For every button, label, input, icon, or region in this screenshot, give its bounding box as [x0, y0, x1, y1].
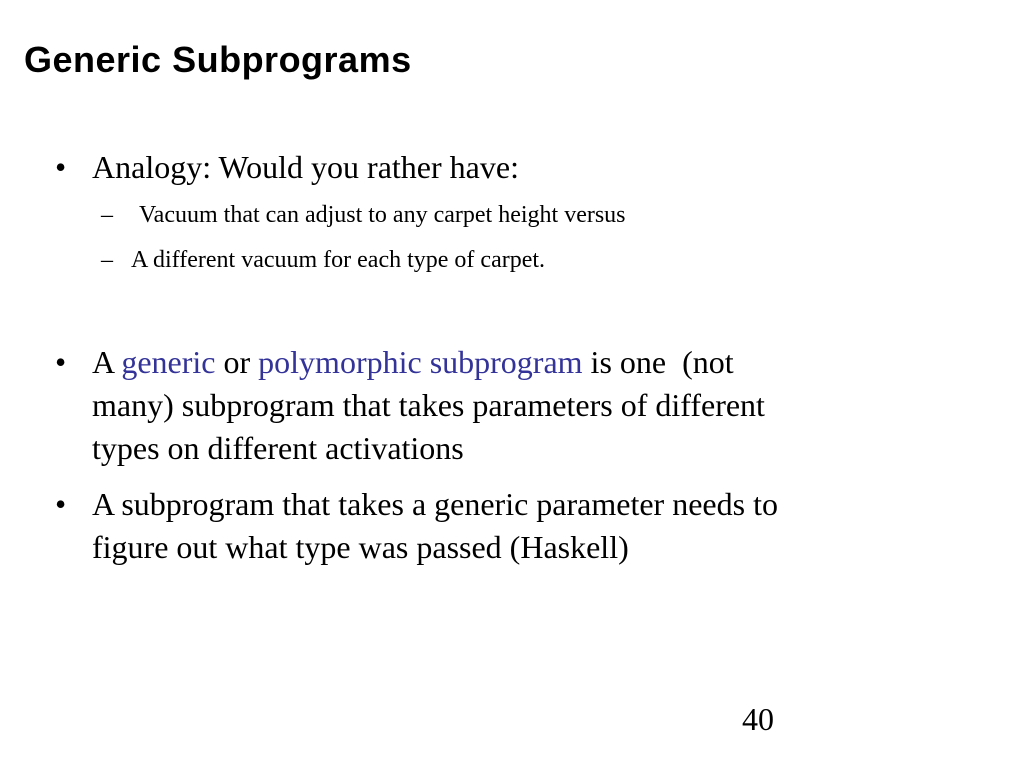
subitem-adjustable-vacuum-text: Vacuum that can adjust to any carpet height versus	[139, 202, 626, 228]
bullet-generic-definition	[55, 341, 935, 471]
bullet-generic-parameter-text	[92, 483, 778, 569]
parameter-line-1: A subprogram that takes a generic parameter needs to	[92, 486, 778, 522]
subitem-different-vacuum-text: A different vacuum for each type of carpet.	[131, 247, 546, 273]
dash-marker: –	[101, 202, 113, 228]
definition-line-1	[92, 341, 765, 384]
page-number: 40	[742, 701, 774, 737]
bullet-dot: •	[55, 486, 67, 522]
definition-connector: or	[215, 344, 259, 380]
bullet-analogy	[55, 146, 955, 189]
bullet-generic-definition-text	[92, 341, 765, 470]
subitem-adjustable-vacuum	[101, 200, 861, 230]
dash-marker: –	[101, 247, 113, 273]
bullet-dot: •	[55, 149, 67, 185]
definition-line-3: types on different activations	[92, 430, 464, 466]
definition-prefix: A	[92, 344, 122, 380]
bullet-dot: •	[55, 344, 67, 380]
bullet-analogy-text: Analogy: Would you rather have:	[92, 149, 519, 185]
definition-line-1-rest: is one (not	[582, 344, 734, 380]
term-polymorphic-subprogram: polymorphic subprogram	[258, 344, 583, 380]
subitem-different-vacuum	[101, 245, 861, 275]
definition-line-2: many) subprogram that takes parameters of different	[92, 387, 765, 423]
bullet-generic-parameter	[55, 483, 935, 569]
slide-title: Generic Subprograms	[24, 39, 412, 80]
parameter-line-2: figure out what type was passed (Haskell)	[92, 529, 629, 565]
term-generic: generic	[121, 344, 216, 380]
